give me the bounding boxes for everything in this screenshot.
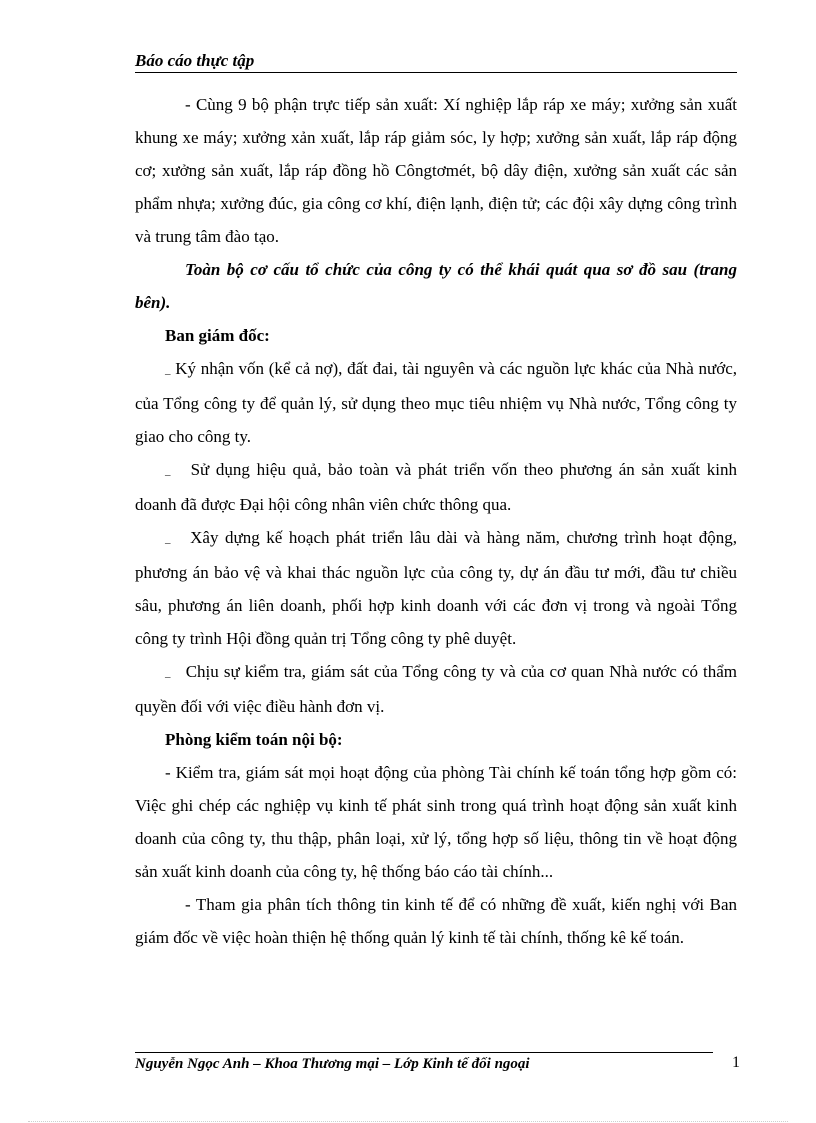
paragraph-audit-analysis: - Tham gia phân tích thông tin kinh tế để có những đề xuất, kiến nghị với Ban giám đốc về việc hoàn thiện hệ thống quản lý kinh tế tài chính, thống kê kế toán. [135, 895, 737, 947]
bullet-text: Sử dụng hiệu quả, bảo toàn và phát triển vốn theo phương án sản xuất kinh doanh đã được Đại hội công nhân viên chức thông qua. [135, 460, 738, 514]
bullet-item [135, 352, 737, 453]
bullet-marker: _ [165, 533, 171, 545]
paragraph-production-units: - Cùng 9 bộ phận trực tiếp sản xuất: Xí nghiệp lắp ráp xe máy; xưởng sản xuất khung xe máy; xưởng xản xuất, lắp ráp giảm sóc, ly hợp; xưởng sản xuất, lắp ráp động cơ; xưởng sản xuất, lắp ráp đồng hồ Côngtơmét, bộ dây điện, xưởng sản xuất các sản phẩm nhựa; xưởng đúc, gia công cơ khí, điện lạnh, điện tử; các đội xây dựng công trình và trung tâm đào tạo. [135, 95, 737, 246]
bullet-marker: _ [165, 667, 171, 679]
bullet-item [135, 655, 737, 723]
bullet-text: Chịu sự kiểm tra, giám sát của Tổng công ty và của cơ quan Nhà nước có thẩm quyền đối với việc điều hành đơn vị. [135, 662, 738, 716]
bullet-text: Ký nhận vốn (kể cả nợ), đất đai, tài nguyên và các nguồn lực khác của Nhà nước, của Tổng công ty để quản lý, sử dụng theo mục tiêu nhiệm vụ Nhà nước, Tổng công ty giao cho công ty. [135, 359, 738, 446]
page-edge-dotted-line [28, 1121, 788, 1122]
footer-author: Nguyễn Ngọc Anh – Khoa Thương mại – Lớp Kinh tế đối ngoại [135, 1056, 530, 1072]
heading-internal-audit: Phòng kiểm toán nội bộ: [165, 730, 343, 749]
paragraph-audit-inspection: - Kiểm tra, giám sát mọi hoạt động của phòng Tài chính kế toán tổng hợp gồm có: Việc ghi chép các nghiệp vụ kinh tế phát sinh trong quá trình hoạt động sản xuất kinh doanh của công ty, thu thập, phân loại, xử lý, tổng hợp số liệu, thông tin về hoạt động sản xuất kinh doanh của công ty, hệ thống báo cáo tài chính... [135, 763, 737, 881]
bullet-item [135, 453, 737, 521]
bullet-marker: _ [165, 465, 171, 477]
footer-divider [135, 1052, 713, 1053]
bullet-text: Xây dựng kế hoạch phát triển lâu dài và hàng năm, chương trình hoạt động, phương án bảo vệ và khai thác nguồn lực của công ty, dự án đầu tư mới, đầu tư chiều sâu, phương án liên doanh, phối hợp kinh doanh với các đơn vị trong và ngoài Tổng công ty trình Hội đồng quản trị Tổng công ty phê duyệt. [135, 528, 737, 648]
document-body [135, 88, 737, 954]
header-title: Báo cáo thực tập [135, 51, 255, 70]
page-header [135, 50, 737, 73]
heading-board-of-directors: Ban giám đốc: [165, 326, 270, 345]
page-number: 1 [732, 1054, 740, 1071]
bullet-marker: _ [165, 364, 171, 376]
paragraph-org-structure-intro: Toàn bộ cơ cấu tổ chức của công ty có thể khái quát qua sơ đồ sau (trang bên). [135, 260, 737, 312]
bullet-item [135, 521, 737, 655]
